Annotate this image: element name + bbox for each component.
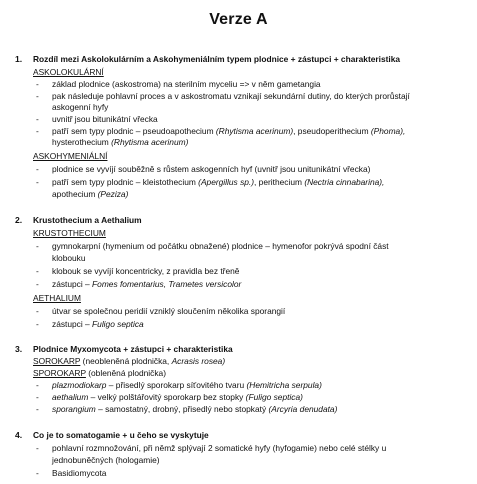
list-item: gymnokarpní (hymenium od počátku obnažené) plodnice – hymenofor pokrývá spodní část xyxy=(52,241,389,251)
list-item: základ plodnice (askostroma) na sterilním myceliu => v něm gametangia xyxy=(52,79,321,89)
section-1-sub1: ASKOLOKULÁRNÍ xyxy=(33,67,104,77)
list-item: sporangium – samostatný, drobný, přisedlý nebo stopkatý (Arcyria denudata) xyxy=(52,404,338,414)
section-1-number: 1. xyxy=(15,54,23,64)
dash: - xyxy=(36,380,39,390)
section-3-title: Plodnice Myxomycota + zástupci + charakteristika xyxy=(33,344,233,354)
list-item: aethalium – velký polštářovitý sporokarp bez stopky (Fuligo septica) xyxy=(52,392,303,402)
list-item: zástupci – Fuligo septica xyxy=(52,319,144,329)
list-item: pak následuje pohlavní proces a v askostromatu vznikají sekundární dutiny, do kterých prorůstají xyxy=(52,91,410,101)
section-2-title: Krustothecium a Aethalium xyxy=(33,215,142,225)
dash: - xyxy=(36,319,39,329)
list-item: askogenní hyfy xyxy=(52,102,109,112)
section-2-number: 2. xyxy=(15,215,23,225)
list-item: patří sem typy plodnic – kleistothecium (Apergillus sp.), perithecium (Nectria cinnabarina), xyxy=(52,177,385,187)
dash: - xyxy=(36,91,39,101)
list-item: Basidiomycota xyxy=(52,468,107,478)
dash: - xyxy=(36,164,39,174)
page-title: Verze A xyxy=(209,11,268,28)
section-3-sub2: SPOROKARP (obleněná plodnička) xyxy=(33,368,166,378)
list-item: plazmodiokarp – přisedlý sporokarp síťovitého tvaru (Hemitricha serpula) xyxy=(52,380,322,390)
list-item: apothecium (Peziza) xyxy=(52,189,129,199)
dash: - xyxy=(36,443,39,453)
dash: - xyxy=(36,114,39,124)
dash: - xyxy=(36,79,39,89)
list-item: plodnice se vyvíjí souběžně s růstem askogenních hyf (uvnitř jsou unitunikátní vřecka) xyxy=(52,164,371,174)
dash: - xyxy=(36,306,39,316)
list-item: jednobuněčných (hologamie) xyxy=(52,455,160,465)
dash: - xyxy=(36,126,39,136)
list-item: uvnitř jsou bitunikátní vřecka xyxy=(52,114,158,124)
list-item: zástupci – Fomes fomentarius, Trametes versicolor xyxy=(52,279,242,289)
dash: - xyxy=(36,266,39,276)
list-item: klobouk se vyvíjí koncentricky, z pravidla bez třeně xyxy=(52,266,240,276)
section-2-sub1: KRUSTOTHECIUM xyxy=(33,228,106,238)
list-item: pohlavní rozmnožování, při němž splývají 2 somatické hyfy (hyfogamie) nebo celé stélky u xyxy=(52,443,387,453)
dash: - xyxy=(36,392,39,402)
dash: - xyxy=(36,404,39,414)
section-2-sub2: AETHALIUM xyxy=(33,293,81,303)
section-4-number: 4. xyxy=(15,430,23,440)
section-4-title: Co je to somatogamie + u čeho se vyskytuje xyxy=(33,430,209,440)
list-item: hysterothecium (Rhytisma acerinum) xyxy=(52,137,189,147)
dash: - xyxy=(36,241,39,251)
dash: - xyxy=(36,279,39,289)
list-item: klobouku xyxy=(52,253,86,263)
section-3-number: 3. xyxy=(15,344,23,354)
section-3-sub1: SOROKARP (neobleněná plodnička, Acrasis rosea) xyxy=(33,356,226,366)
list-item: patří sem typy plodnic – pseudoapothecium (Rhytisma acerinum), pseudoperithecium (Phoma), xyxy=(52,126,406,136)
dash: - xyxy=(36,177,39,187)
section-1-title: Rozdíl mezi Askolokulárním a Askohymeniálním typem plodnice + zástupci + charakteristika xyxy=(33,54,401,64)
dash: - xyxy=(36,468,39,478)
section-1-sub2: ASKOHYMENIÁLNÍ xyxy=(33,151,108,161)
list-item: útvar se společnou peridií vzniklý sloučením několika sporangií xyxy=(52,306,286,316)
